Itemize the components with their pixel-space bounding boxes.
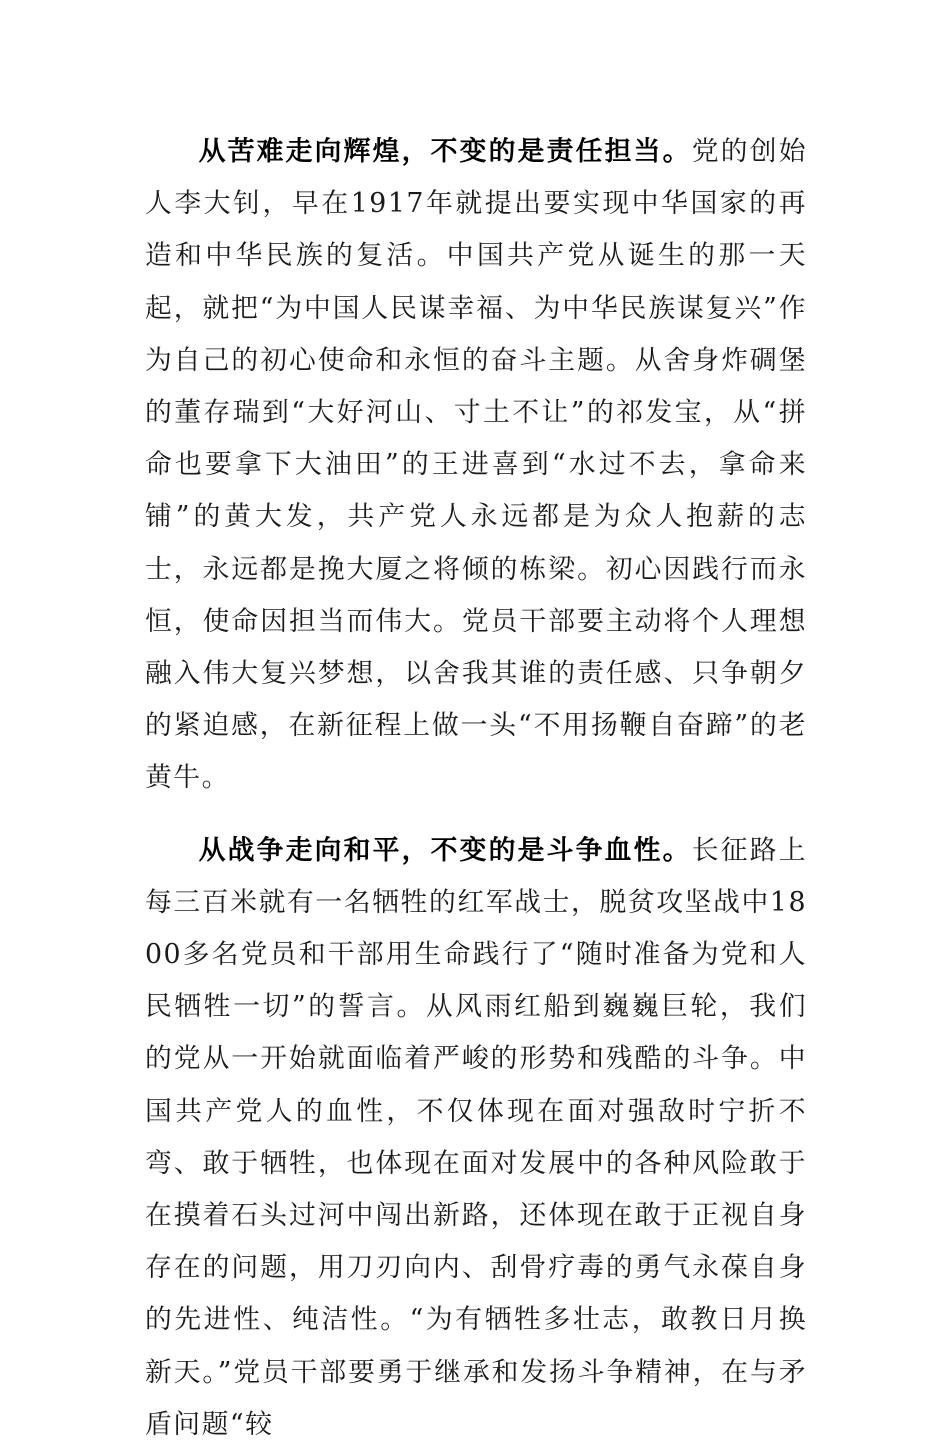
paragraph-struggle — [145, 825, 807, 1451]
paragraph-lead-heading: 从苦难走向辉煌，不变的是责任担当。 — [198, 136, 692, 167]
document-body — [145, 126, 807, 1451]
paragraph-lead-heading: 从战争走向和平，不变的是斗争血性。 — [198, 834, 692, 866]
paragraph-responsibility — [145, 126, 807, 805]
paragraph-body-text: 长征路上每三百米就有一名牺牲的红军战士，脱贫攻坚战中1800多名党员和干部用生命践行了“随时准备为党和人民牺牲一切”的誓言。从风雨红船到巍巍巨轮，我们的党从一开始就面临着严峻的形势和残酷的斗争。中国共产党人的血性，不仅体现在面对强敌时宁折不弯、敢于牺牲，也体现在面对发展中的各种风险敢于在摸着石头过河中闯出新路，还体现在敢于正视自身存在的问题，用刀刃向内、刮骨疗毒的勇气永葆自身的先进性、纯洁性。“为有牺牲多壮志，敢教日月换新天。”党员干部要勇于继承和发扬斗争精神，在与矛盾问题“较 — [145, 834, 808, 1440]
paragraph-body-text: 党的创始人李大钊，早在1917年就提出要实现中华国家的再造和中华民族的复活。中国共产党从诞生的那一天起，就把“为中国人民谋幸福、为中华民族谋复兴”作为自己的初心使命和永恒的奋斗主题。从舍身炸碉堡的董存瑞到“大好河山、寸土不让”的祁发宝，从“拼命也要拿下大油田”的王进喜到“水过不去，拿命来铺”的黄大发，共产党人永远都是为众人抱薪的志士，永远都是挽大厦之将倾的栋梁。初心因践行而永恒，使命因担当而伟大。党员干部要主动将个人理想融入伟大复兴梦想，以舍我其谁的责任感、只争朝夕的紧迫感，在新征程上做一头“不用扬鞭自奋蹄”的老黄牛。 — [145, 136, 808, 794]
